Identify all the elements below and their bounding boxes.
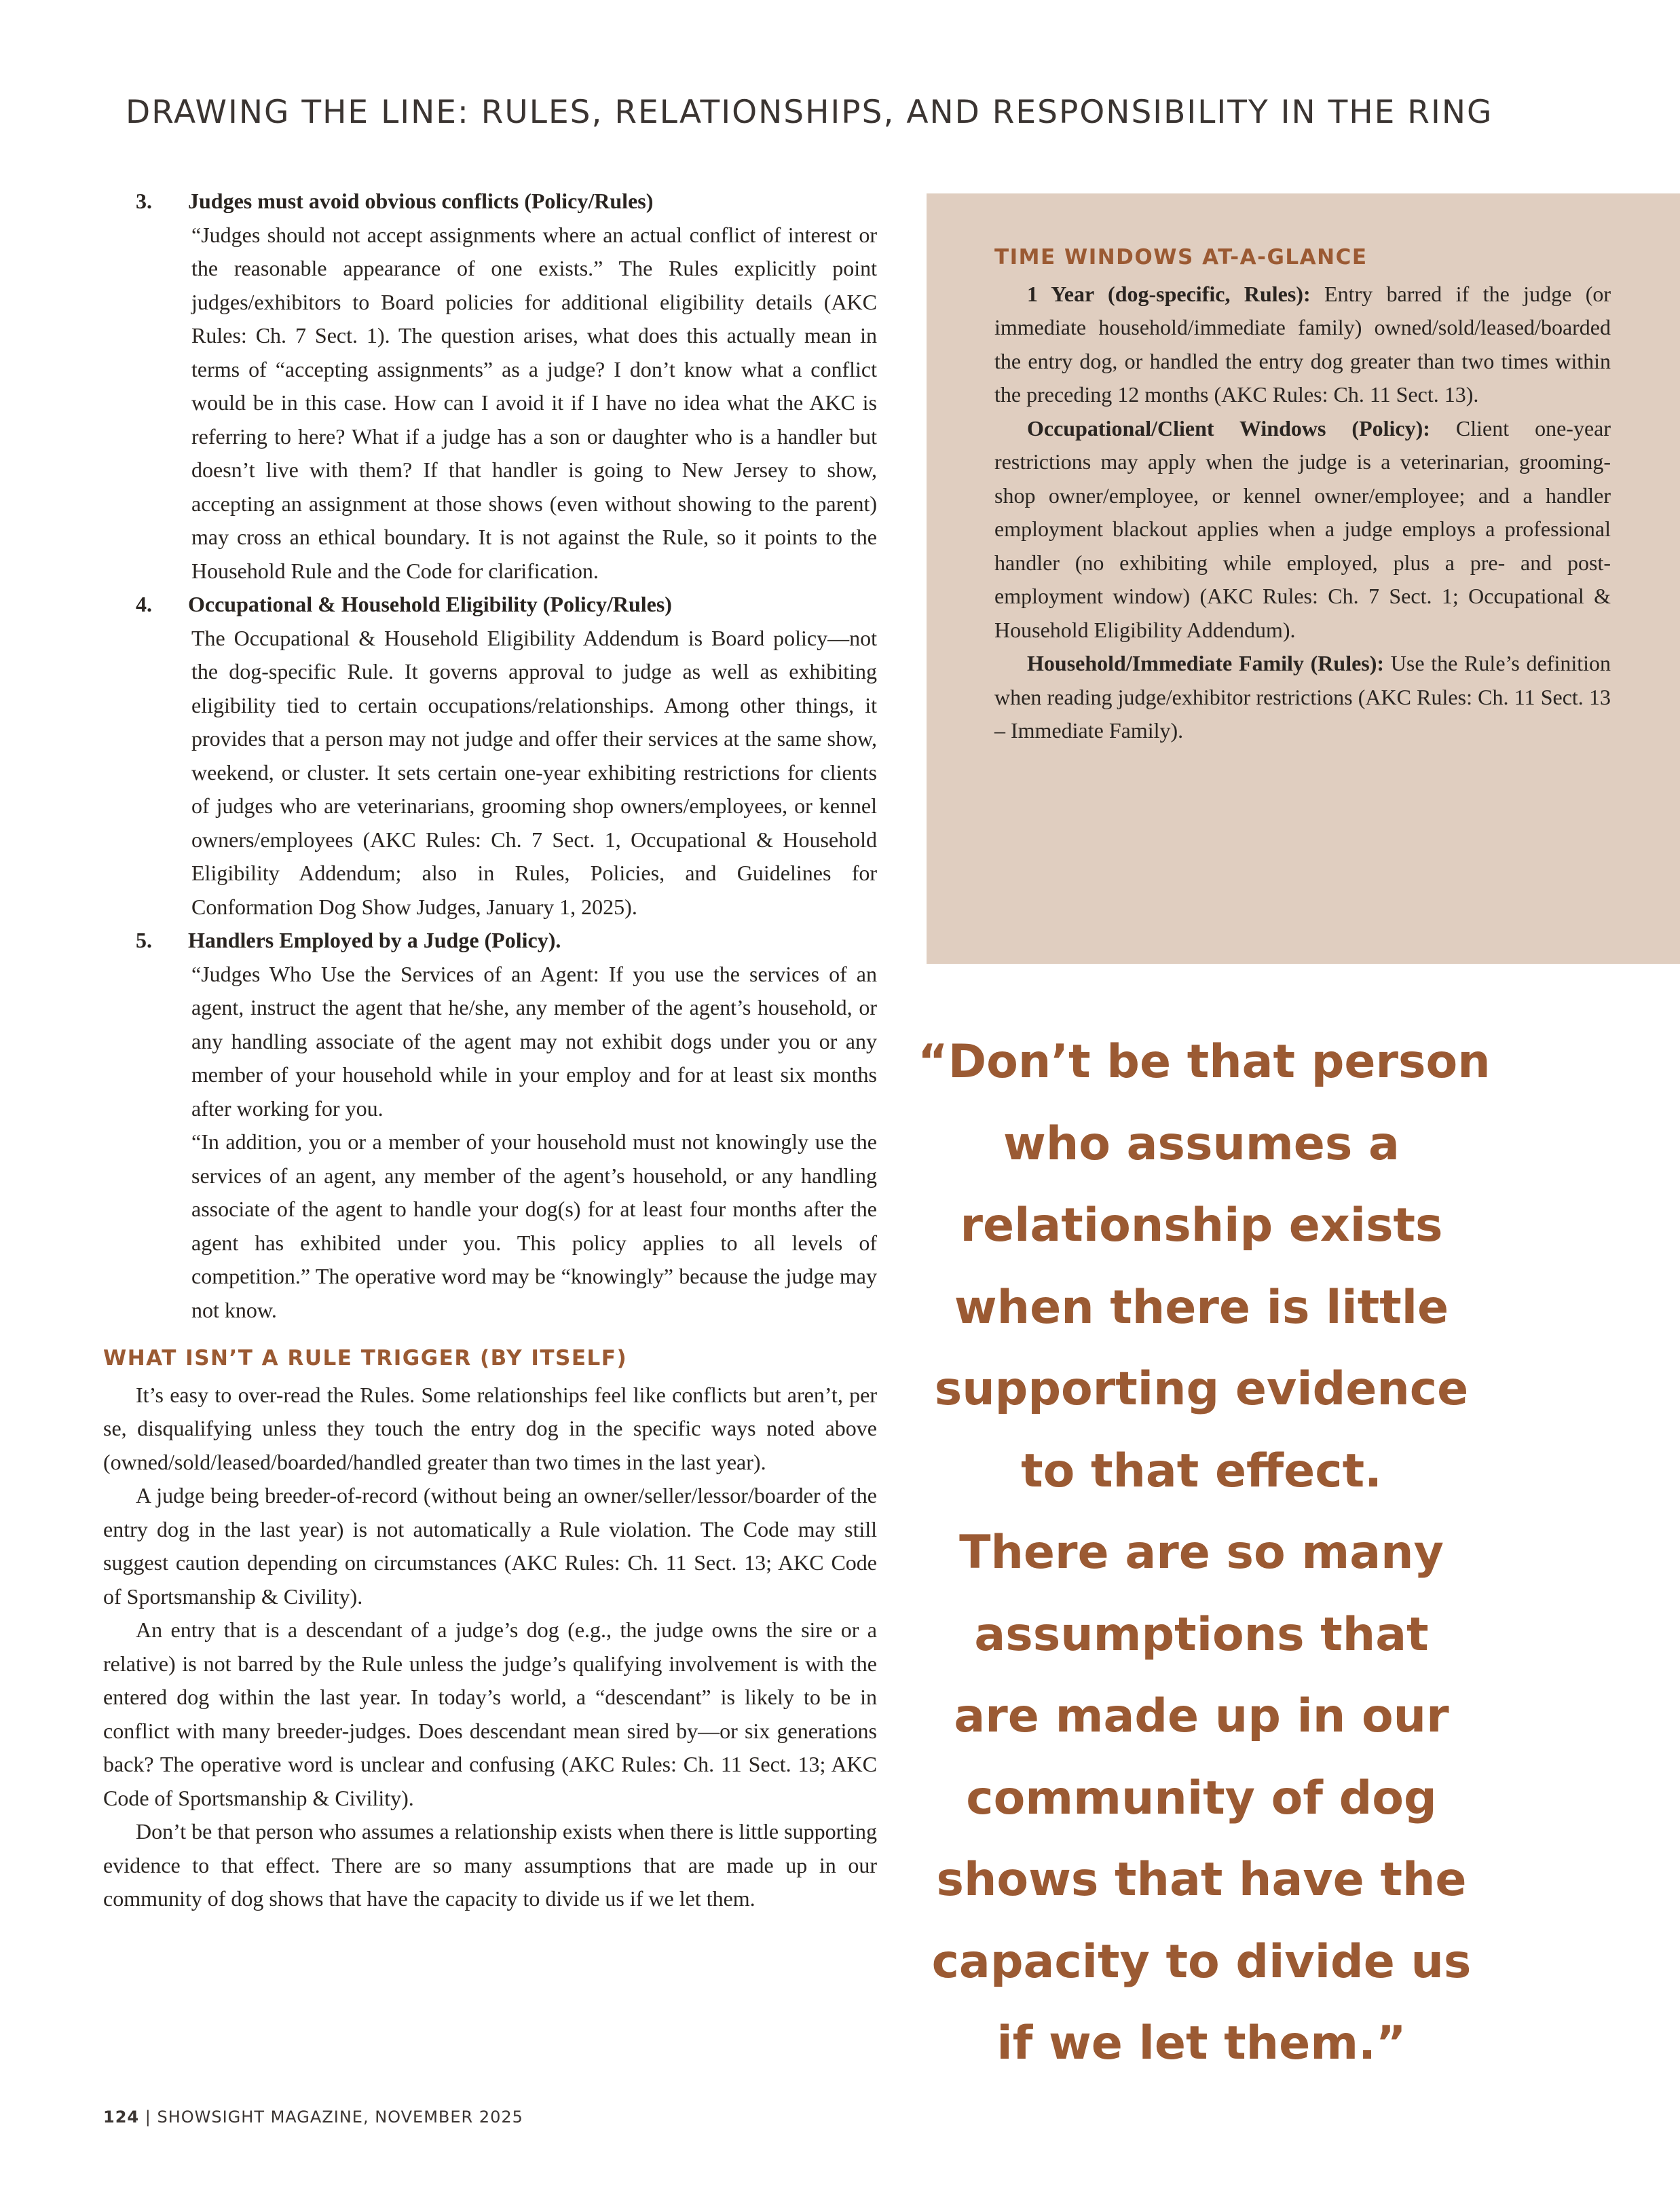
sidebar-box bbox=[927, 193, 1680, 964]
item-paragraph: “Judges should not accept assignments where an actual conflict of interest or the reasonable appearance of one exists.” The Rules explicitly point judges/exhibitors to Board policies for additional eligibility details (AKC Rules: Ch. 7 Sect. 1). The question arises, what does this actually mean in terms of “accepting assignments” as a judge? I don’t know what a conflict would be in this case. How can I avoid it if I have no idea what the AKC is referring to here? What if a judge has a son or daughter who is a handler but doesn’t live with them? If that handler is going to New Jersey to show, accepting an assignment at those shows (even without showing to the parent) may cross an ethical boundary. It is not against the Rule, so it points to the Household Rule and the Code for clarification. bbox=[191, 222, 877, 583]
sidebar-entry bbox=[994, 412, 1611, 648]
pull-quote-line: community of dog bbox=[966, 1771, 1437, 1825]
sidebar-entry-label: 1 Year (dog-specific, Rules): bbox=[1027, 281, 1311, 306]
item-title: Judges must avoid obvious conflicts (Policy/Rules) bbox=[188, 189, 654, 213]
pull-quote-line: who assumes a bbox=[1003, 1117, 1400, 1171]
pull-quote-line: if we let them.” bbox=[996, 2017, 1406, 2070]
sidebar-entry-text: Client one-year restrictions may apply when the judge is a veterinarian, grooming-shop owner/employee, or kennel owner/employee; and a handler employment blackout applies when a judge employs a professional handler (no exhibiting while employed, plus a pre- and post-employment window) (AKC Rules: Ch. 7 Sect. 1; Occupational & Household Eligibility Addendum). bbox=[994, 415, 1611, 642]
body-paragraph: Don’t be that person who assumes a relationship exists when there is little supporting evidence to that effect. There are so many assumptions that are made up in our community of dog shows that have the capacity to divide us if we let them. bbox=[103, 1819, 877, 1911]
body-paragraph: A judge being breeder-of-record (without being an owner/seller/lessor/boarder of the entry dog in the last year) is not automatically a Rule violation. The Code may still suggest caution depending on circumstances (AKC Rules: Ch. 11 Sect. 13; AKC Code of Sportsmanship & Civility). bbox=[103, 1483, 877, 1609]
item-number: 3. bbox=[136, 189, 152, 213]
sidebar-entry bbox=[994, 647, 1611, 748]
pull-quote-line: relationship exists bbox=[960, 1199, 1443, 1252]
item-title: Handlers Employed by a Judge (Policy). bbox=[188, 928, 561, 952]
footer-publication: SHOWSIGHT MAGAZINE, NOVEMBER 2025 bbox=[157, 2108, 523, 2127]
sidebar-entry bbox=[994, 278, 1611, 412]
page-number: 124 bbox=[103, 2108, 140, 2127]
item-number: 4. bbox=[136, 592, 152, 616]
page-header: DRAWING THE LINE: RULES, RELATIONSHIPS, AND RESPONSIBILITY IN THE RING bbox=[126, 94, 1493, 131]
pull-quote-line: to that effect. bbox=[1021, 1444, 1382, 1498]
pull-quote-line: assumptions that bbox=[974, 1607, 1429, 1662]
list-item-4 bbox=[103, 588, 877, 924]
sidebar-entry-text: Use the Rule’s definition when reading judge/exhibitor restrictions (AKC Rules: Ch. 11 Sect. 13 – Immediate Family). bbox=[994, 651, 1611, 743]
pull-quote bbox=[918, 1022, 1491, 2085]
list-item-5 bbox=[103, 924, 877, 1327]
pull-quote-line: supporting evidence bbox=[934, 1362, 1469, 1416]
footer-separator: | bbox=[139, 2108, 157, 2127]
item-paragraph: The Occupational & Household Eligibility Addendum is Board policy—not the dog-specific Rule. It governs approval to judge as well as exhibiting eligibility tied to certain occupations/relationships. Among other things, it provides that a person may not judge and offer their services at the same show, weekend, or cluster. It sets certain one-year exhibiting restrictions for clients of judges who are veterinarians, grooming shop owners/employees, or kennel owners/employees (AKC Rules: Ch. 7 Sect. 1, Occupational & Household Eligibility Addendum; also in Rules, Policies, and Guidelines for Conformation Dog Show Judges, January 1, 2025). bbox=[191, 625, 877, 919]
sidebar-entry-label: Household/Immediate Family (Rules): bbox=[1027, 651, 1385, 675]
pull-quote-line: “Don’t be that person bbox=[918, 1035, 1491, 1089]
main-column bbox=[103, 185, 877, 1916]
list-item-3 bbox=[103, 185, 877, 588]
pull-quote-line: There are so many bbox=[959, 1526, 1444, 1579]
page-footer bbox=[103, 2108, 523, 2127]
item-number: 5. bbox=[136, 928, 152, 952]
sidebar-entry-text: Entry barred if the judge (or immediate household/immediate family) owned/sold/leased/boarded the entry dog, or handled the entry dog greater than two times within the preceding 12 months (AKC Rules: Ch. 11 Sect. 13). bbox=[994, 281, 1611, 407]
pull-quote-line: when there is little bbox=[954, 1280, 1449, 1334]
section-heading: WHAT ISN’T A RULE TRIGGER (BY ITSELF) bbox=[103, 1346, 628, 1370]
pull-quote-line: capacity to divide us bbox=[931, 1934, 1472, 1989]
item-paragraph: “In addition, you or a member of your household must not knowingly use the services of an agent, any member of the agent’s household, or any handling associate of the agent to handle your dog(s) for at least four months after the agent has exhibited under you. This policy applies to all levels of competition.” The operative word may be “knowingly” because the judge may not know. bbox=[191, 1129, 877, 1322]
pull-quote-line: are made up in our bbox=[954, 1689, 1449, 1743]
sidebar-heading: TIME WINDOWS AT-A-GLANCE bbox=[994, 245, 1368, 269]
item-paragraph: “Judges Who Use the Services of an Agent: If you use the services of an agent, instruct the agent that he/she, any member of the agent’s household, or any handling associate of the agent may not exhibit dogs under you or any member of your household while in your employ and for at least six months after working for you. bbox=[191, 961, 877, 1121]
body-paragraph: It’s easy to over-read the Rules. Some relationships feel like conflicts but aren’t, per se, disqualifying unless they touch the entry dog in the specific ways noted above (owned/sold/leased/boarded/handled greater than two times in the last year). bbox=[103, 1382, 877, 1474]
sidebar-entry-label: Occupational/Client Windows (Policy): bbox=[1027, 415, 1430, 441]
body-paragraph: An entry that is a descendant of a judge’s dog (e.g., the judge owns the sire or a relative) is not barred by the Rule unless the judge’s qualifying involvement is with the entered dog within the last year. In today’s world, a “descendant” is likely to be in conflict with many breeder-judges. Does descendant mean sired by—or six generations back? The operative word is unclear and confusing (AKC Rules: Ch. 11 Sect. 13; AKC Code of Sportsmanship & Civility). bbox=[103, 1617, 877, 1810]
item-title: Occupational & Household Eligibility (Policy/Rules) bbox=[188, 592, 672, 616]
pull-quote-line: shows that have the bbox=[936, 1853, 1467, 1907]
